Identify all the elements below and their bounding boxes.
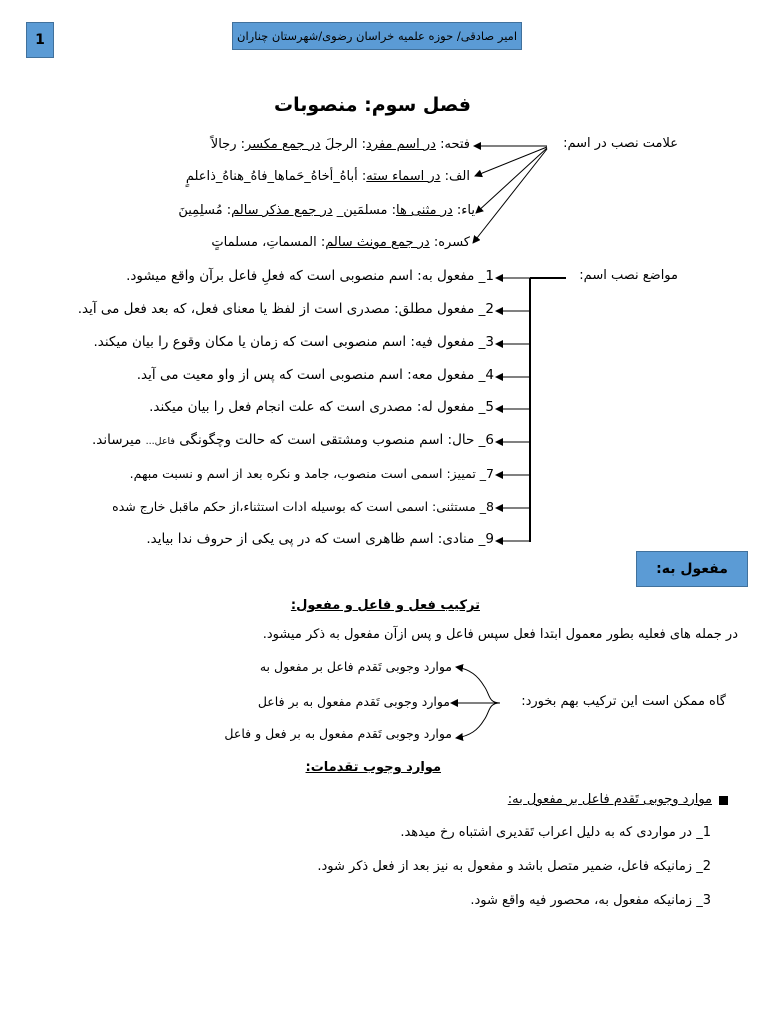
section-title: مفعول به: — [636, 551, 748, 587]
signs-arrows — [473, 146, 547, 243]
case-item: موارد وجوبی تَقدم مفعول به بر فاعل — [257, 694, 450, 709]
obligations-heading: موارد وجوب تقدمات: — [305, 760, 441, 775]
obligation-item: 1_ در مواردی که به دلیل اعراب تَقدیری اشتباه رخ میدهد. — [400, 825, 711, 840]
cases-label: گاه ممکن است این ترکیب بهم بخورد: — [521, 694, 726, 709]
case-item: موارد وجوبی تَقدم فاعل بر مفعول به — [259, 659, 452, 674]
obligation-item: 2_ زمانیکه فاعل، ضمیر متصل باشد و مفعول به نیز بعد از فعل ذکر شود. — [317, 859, 711, 874]
position-item: 3_ مفعول فیه: اسم منصوبی است که زمان یا مکان وقوع را بیان میکند. — [93, 334, 494, 350]
position-item: 9_ منادی: اسم ظاهری است که در پی یکی از حروف ندا بیاید. — [146, 531, 494, 547]
positions-label: مواضع نصب اسم: — [579, 268, 678, 283]
composition-intro: در جمله های فعلیه بطور معمول ابتدا فعل سپس فاعل و پس ازآن مفعول به ذکر میشود. — [262, 627, 738, 642]
sign-item: فتحه: در اسم مفرد: الرجلَ در جمع مکسر: رجالاً — [210, 137, 470, 152]
arrow-sign-4 — [473, 149, 547, 243]
position-item: 7_ تمییز: اسمی است منصوب، جامد و نکره بعد از اسم و نسبت مبهم. — [129, 466, 494, 481]
cases-brace — [451, 667, 500, 738]
page-number: 1 — [26, 22, 54, 58]
sign-item: الف: در اسماء سته: أباهُ_أخاهُ_حَماها_فاهُ_هناهُ_ذاعلمٍ — [185, 169, 470, 184]
sign-label: علامت نصب در اسم: — [563, 136, 678, 151]
bullet-square-icon — [719, 796, 728, 805]
position-item: 2_ مفعول مطلق: مصدری است از لفظ یا معنای فعل، که بعد فعل می آید. — [77, 301, 494, 317]
obligation-item: 3_ زمانیکه مفعول به، محصور فیه واقع شود. — [470, 893, 711, 908]
composition-heading: ترکیب فعل و فاعل و مفعول: — [290, 598, 480, 613]
arrow-sign-3 — [476, 148, 547, 213]
position-item: 1_ مفعول به: اسم منصوبی است که فعلِ فاعل برآن واقع میشود. — [126, 268, 494, 284]
case-item: موارد وجوبی تَقدم مفعول به بر فعل و فاعل — [224, 726, 452, 741]
position-item: 4_ مفعول معه: اسم منصوبی است که پس از واو معیت می آید. — [136, 367, 494, 383]
position-item: 8_ مستثنی: اسمی است که بوسیله ادات استثناء،از حکم ماقبل خارج شده — [112, 499, 494, 514]
sign-item: یاء: در مثنی ها: مسلمَین_ در جمع مذکر سالم: مُسلِمِینَ — [178, 203, 475, 218]
chapter-title: فصل سوم: منصوبات — [274, 94, 471, 116]
position-item: 5_ مفعول له: مصدری است که علت انجام فعل را بیان میکند. — [149, 399, 494, 415]
sign-item: کسره: در جمع مونث سالم: المسماتِ، مسلماتٍ — [211, 235, 470, 250]
author-header: امیر صادقی/ حوزه علمیه خراسان رضوی/شهرستان چناران — [232, 22, 522, 50]
obligations-subheading: موارد وجوبی تَقدم فاعل بر مفعول به: — [507, 792, 712, 807]
positions-bracket — [496, 278, 566, 542]
position-item: 6_ حال: اسم منصوب ومشتقی است که حالت وچگونگی فاعل... میرساند. — [91, 432, 494, 448]
arrow-sign-2 — [475, 147, 547, 176]
